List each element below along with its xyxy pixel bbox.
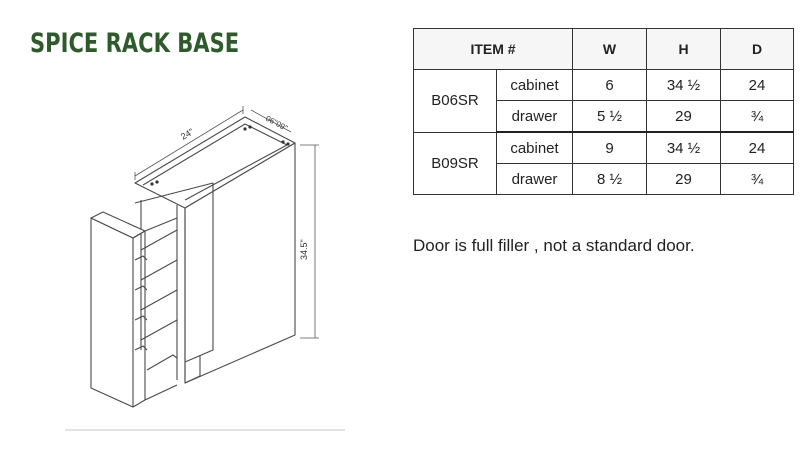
dim-height-label: 34.5" (299, 239, 309, 260)
cabinet-drawing (55, 100, 345, 440)
header-item: ITEM # (414, 29, 573, 70)
depth-value: ¾ (721, 164, 794, 195)
width-value: 5 ½ (573, 101, 647, 133)
dim-depth-label: 06"09" (264, 113, 290, 133)
part-label: cabinet (497, 132, 573, 164)
item-code: B06SR (414, 70, 497, 133)
width-value: 6 (573, 70, 647, 101)
item-code: B09SR (414, 132, 497, 195)
page-title: SPICE RACK BASE (30, 28, 240, 59)
height-value: 29 (647, 164, 721, 195)
dim-width-label: 24" (179, 126, 196, 142)
table-header-row (414, 29, 794, 70)
part-label: drawer (497, 164, 573, 195)
header-d: D (721, 29, 794, 70)
width-value: 8 ½ (573, 164, 647, 195)
header-h: H (647, 29, 721, 70)
height-value: 34 ½ (647, 70, 721, 101)
note-text: Door is full filler , not a standard door. (413, 236, 695, 255)
dimension-table (413, 28, 794, 195)
table-row (414, 132, 794, 164)
depth-value: ¾ (721, 101, 794, 133)
header-w: W (573, 29, 647, 70)
depth-value: 24 (721, 132, 794, 164)
height-value: 29 (647, 101, 721, 133)
width-value: 9 (573, 132, 647, 164)
depth-value: 24 (721, 70, 794, 101)
part-label: drawer (497, 101, 573, 133)
part-label: cabinet (497, 70, 573, 101)
table-row (414, 70, 794, 101)
height-value: 34 ½ (647, 132, 721, 164)
